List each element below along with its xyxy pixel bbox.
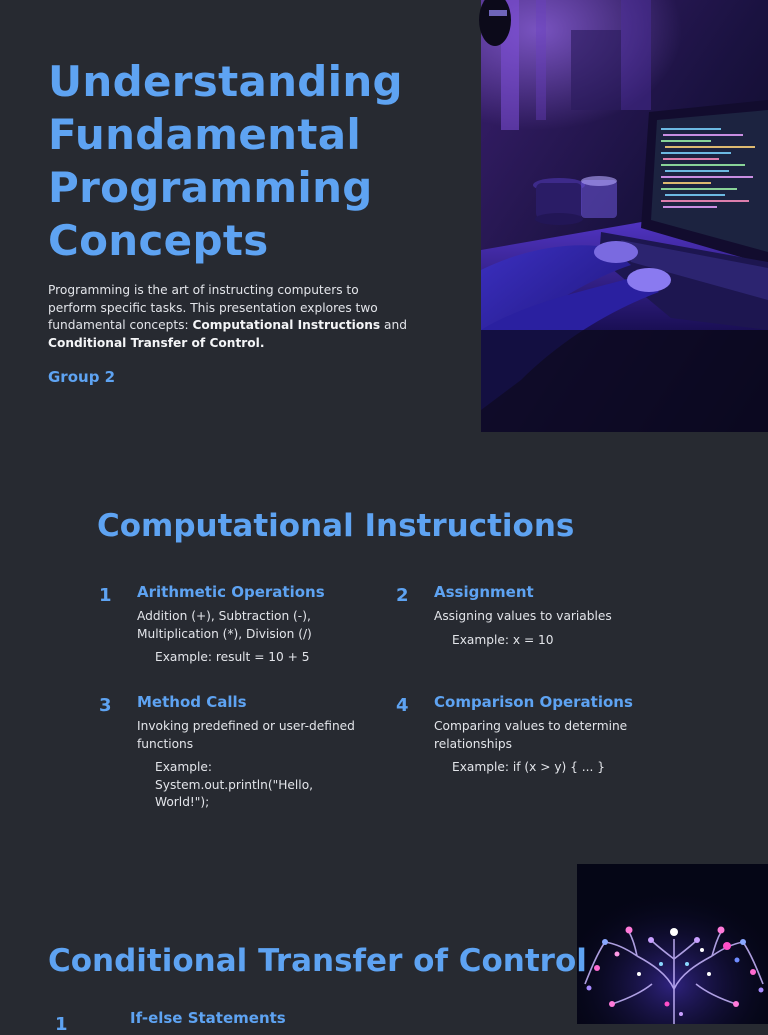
intro-text-and: and [380, 318, 407, 333]
title-line: Understanding [48, 57, 403, 106]
laptop-coding-photo [481, 0, 768, 432]
item-description: Assigning values to variables [434, 609, 612, 623]
item-heading: Comparison Operations [434, 693, 633, 711]
neural-tree-illustration [577, 864, 768, 1024]
item-number: 2 [396, 585, 409, 606]
item-heading-if-else: If-else Statements [130, 1009, 286, 1027]
item-heading: Assignment [434, 583, 534, 601]
page-title [48, 55, 448, 267]
item-description: Comparing values to determine relationships [434, 719, 628, 751]
section-title-computational: Computational Instructions [97, 508, 575, 544]
item-example: Example: x = 10 [452, 632, 554, 647]
item-number: 1 [55, 1014, 68, 1035]
item-number: 4 [396, 695, 409, 716]
item-description: Invoking predefined or user-defined functions [137, 719, 355, 751]
item-number: 3 [99, 695, 112, 716]
intro-bold-computational: Computational Instructions [192, 318, 381, 333]
title-line: Concepts [48, 216, 269, 265]
item-description: Addition (+), Subtraction (-), Multiplication (*), Division (/) [137, 609, 312, 641]
title-line: Programming [48, 163, 373, 212]
item-example: Example: System.out.println("Hello, World!"); [155, 760, 314, 810]
intro-paragraph [48, 282, 408, 352]
group-label: Group 2 [48, 368, 116, 386]
item-number: 1 [99, 585, 112, 606]
item-heading: Arithmetic Operations [137, 583, 325, 601]
intro-bold-conditional: Conditional Transfer of Control. [48, 335, 265, 350]
item-example: Example: if (x > y) { ... } [452, 760, 606, 775]
item-example: Example: result = 10 + 5 [155, 650, 310, 665]
title-line: Fundamental [48, 110, 362, 159]
intro-text: Programming is the art of instructing computers to perform specific tasks. This presentation explores two fundamental concepts: [48, 283, 378, 333]
item-heading: Method Calls [137, 693, 247, 711]
section-title-conditional: Conditional Transfer of Control [48, 943, 587, 979]
